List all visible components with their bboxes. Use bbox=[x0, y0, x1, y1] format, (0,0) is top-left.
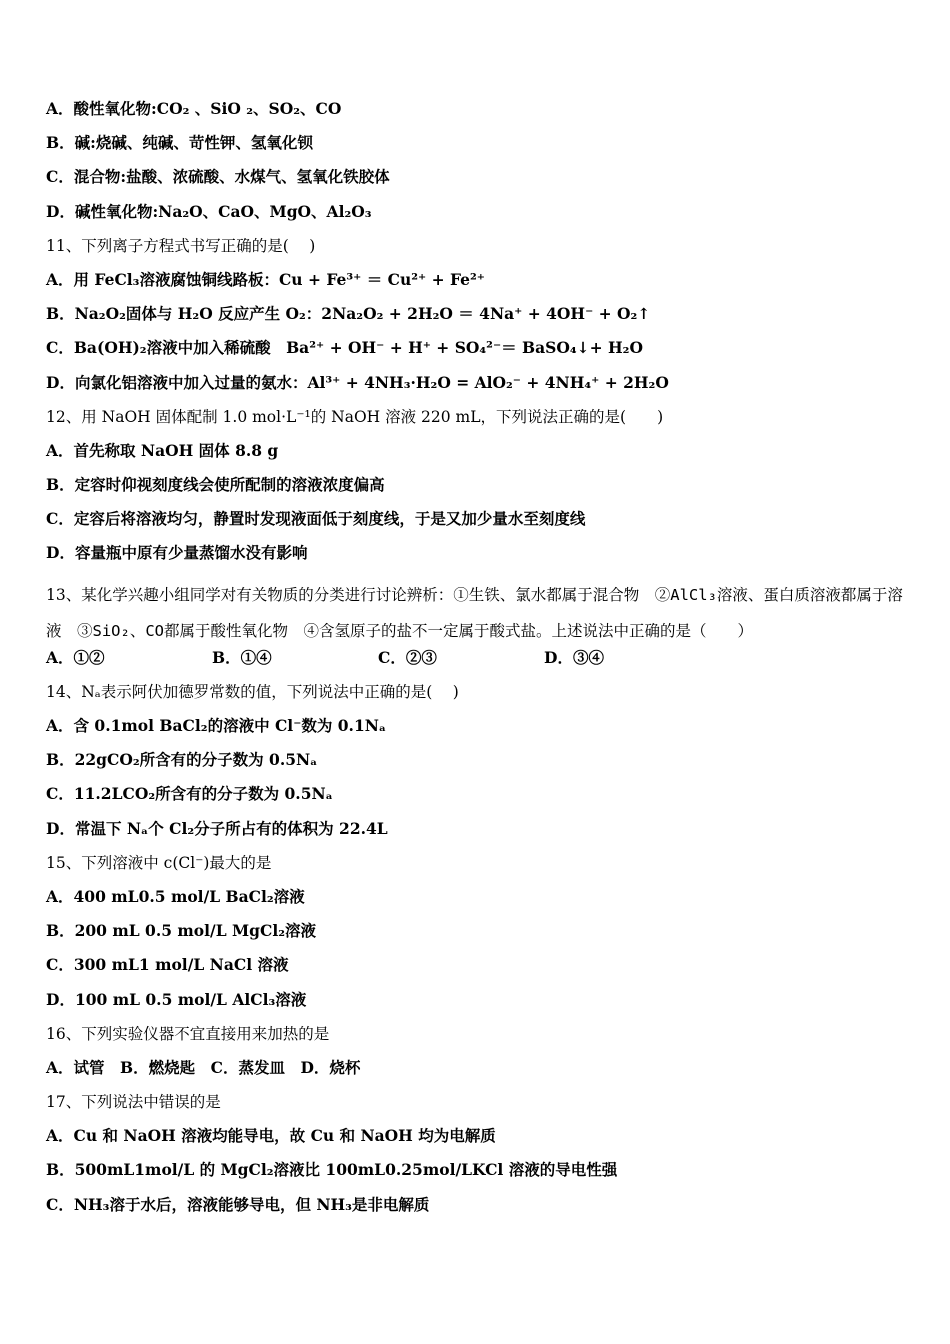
q13-option-a: A．①② bbox=[46, 647, 105, 667]
q16-stem bbox=[46, 1023, 916, 1057]
q10-option-d-text: Na₂O、CaO、MgO、Al₂O₃ bbox=[158, 201, 372, 221]
q13-stem-part5: 都属于酸性氧化物 ④含氢原子的盐不一定属于酸式盐。上述说法中正确的是（ ） bbox=[164, 621, 754, 640]
q15-option-d: D．100 mL 0.5 mol/L AlCl₃溶液 bbox=[46, 989, 307, 1009]
q13-stem-part2: AlCl₃ bbox=[670, 585, 717, 604]
q13-stem-part1: 13、某化学兴趣小组同学对有关物质的分类进行讨论辨析：①生铁、氯水都属于混合物 ② bbox=[46, 585, 671, 604]
q15-option-b: B．200 mL 0.5 mol/L MgCl₂溶液 bbox=[46, 921, 317, 941]
q15-stem bbox=[46, 852, 916, 886]
q13-option-c: C．②③ bbox=[378, 647, 437, 667]
q15-option-a: A．400 mL0.5 mol/L BaCl₂溶液 bbox=[46, 886, 305, 906]
q11-option-b: B．Na₂O₂固体与 H₂O 反应产生 O₂：2Na₂O₂ + 2H₂O ＝ 4Na⁺ + 4OH⁻ + O₂↑ bbox=[46, 304, 651, 324]
q17-option-a: A．Cu 和 NaOH 溶液均能导电，故 Cu 和 NaOH 均为电解质 bbox=[46, 1126, 496, 1146]
q10-option-a bbox=[46, 98, 916, 132]
q12-stem-text: 12、用 NaOH 固体配制 1.0 mol·L⁻¹的 NaOH 溶液 220 mL，下列说法正确的是( ) bbox=[46, 407, 664, 426]
q14-stem bbox=[46, 681, 916, 715]
q10-option-b-label: B． bbox=[46, 133, 75, 153]
q12-option-a: A．首先称取 NaOH 固体 8.8 g bbox=[46, 440, 279, 460]
q12-option-d: D．容量瓶中原有少量蒸馏水没有影响 bbox=[46, 543, 308, 563]
q11-stem bbox=[46, 235, 916, 269]
q11-option-c: C．Ba(OH)₂溶液中加入稀硫酸 Ba²⁺ + OH⁻ + H⁺ + SO₄²⁻＝ BaSO₄↓+ H₂O bbox=[46, 338, 643, 358]
q10-option-c-text: 混合物:盐酸、浓硫酸、水煤气、氢氧化铁胶体 bbox=[73, 167, 390, 187]
q10-option-b bbox=[46, 132, 916, 166]
q14-option-a: A．含 0.1mol BaCl₂的溶液中 Cl⁻数为 0.1Nₐ bbox=[46, 716, 387, 735]
q10-option-b-text: 碱:烧碱、纯碱、苛性钾、氢氧化钡 bbox=[74, 133, 313, 153]
q13-stem bbox=[46, 577, 916, 649]
q10-option-c-label: C． bbox=[46, 167, 74, 187]
q12-option-b: B．定容时仰视刻度线会使所配制的溶液浓度偏高 bbox=[46, 475, 385, 495]
q17-stem bbox=[46, 1091, 916, 1125]
q17-stem-text: 17、下列说法中错误的是 bbox=[46, 1093, 221, 1112]
q16-options: A．试管 B．燃烧匙 C．蒸发皿 D．烧杯 bbox=[46, 1057, 361, 1077]
q11-stem-text: 11、下列离子方程式书写正确的是( ) bbox=[46, 236, 316, 255]
q17-option-c: C．NH₃溶于水后，溶液能够导电，但 NH₃是非电解质 bbox=[46, 1194, 430, 1214]
q11-option-d: D．向氯化铝溶液中加入过量的氨水：Al³⁺ + 4NH₃·H₂O = AlO₂⁻ + 4NH₄⁺ + 2H₂O bbox=[46, 372, 669, 392]
q13-options bbox=[46, 647, 916, 681]
q14-option-c: C．11.2LCO₂所含有的分子数为 0.5Nₐ bbox=[46, 784, 333, 804]
q12-stem bbox=[46, 406, 916, 440]
q13-option-b: B．①④ bbox=[212, 647, 272, 667]
q14-stem-text: 14、Nₐ表示阿伏加德罗常数的值，下列说法中正确的是( ) bbox=[46, 682, 459, 701]
q13-stem-part3: 溶液、蛋白质溶液都属于溶液 ③ bbox=[46, 585, 903, 640]
q11-option-a: A．用 FeCl₃溶液腐蚀铜线路板：Cu + Fe³⁺ ＝ Cu²⁺ + Fe²⁺ bbox=[46, 269, 485, 289]
q17-option-b: B．500mL1mol/L 的 MgCl₂溶液比 100mL0.25mol/LKCl 溶液的导电性强 bbox=[46, 1160, 618, 1180]
q10-option-d bbox=[46, 201, 916, 235]
q13-option-d: D．③④ bbox=[544, 647, 604, 667]
q12-option-c: C．定容后将溶液均匀，静置时发现液面低于刻度线，于是又加少量水至刻度线 bbox=[46, 509, 586, 529]
q14-option-b: B．22gCO₂所含有的分子数为 0.5Nₐ bbox=[46, 750, 318, 770]
q13-stem-part4: SiO₂、CO bbox=[92, 621, 165, 640]
q14-option-d: D．常温下 Nₐ个 Cl₂分子所占有的体积为 22.4L bbox=[46, 818, 388, 838]
q16-stem-text: 16、下列实验仪器不宜直接用来加热的是 bbox=[46, 1024, 330, 1043]
q10-option-d-label: D．碱性氧化物: bbox=[46, 201, 159, 221]
q10-option-a-label: A．酸性氧化物: bbox=[46, 99, 157, 118]
q10-option-c bbox=[46, 166, 916, 200]
q15-stem-text: 15、下列溶液中 c(Cl⁻)最大的是 bbox=[46, 853, 272, 872]
exam-page bbox=[46, 98, 916, 1228]
q10-option-a-text: CO₂ 、SiO ₂、SO₂、CO bbox=[156, 99, 342, 118]
q15-option-c: C．300 mL1 mol/L NaCl 溶液 bbox=[46, 955, 289, 975]
